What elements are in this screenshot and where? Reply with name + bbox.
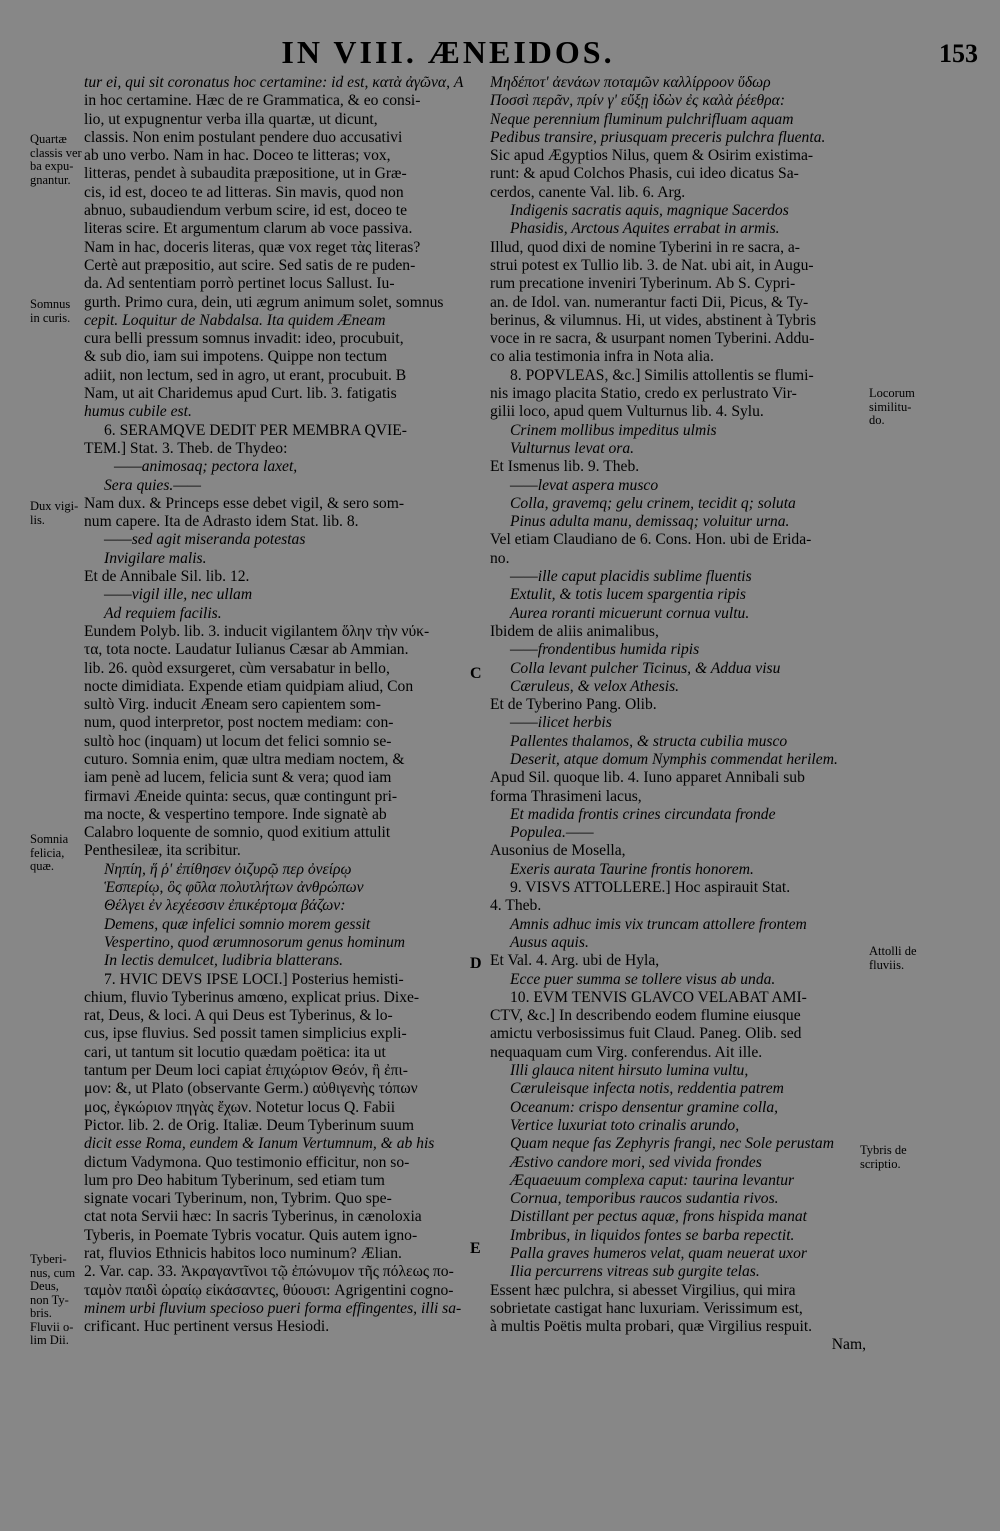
text-line: nis imago placita Statio, credo ex perlustrato Vir-: [490, 385, 797, 403]
margin-note-line: lis.: [30, 512, 45, 527]
margin-note-line: Somnus: [30, 297, 71, 311]
text-line: Phasidis, Arctous Aquites errabat in armis.: [510, 220, 780, 238]
left-text-column: [84, 74, 482, 1336]
text-line: dicit esse Roma, eundem & Ianum Vertumnum, & ab his: [84, 1135, 435, 1153]
text-line: Cæruleus, & velox Athesis.: [510, 677, 680, 695]
text-line: cepit. Loquitur de Nabdalsa. Ita quidem Æneam: [84, 311, 386, 329]
text-line: Indigenis sacratis aquis, magnique Sacerdos: [510, 202, 789, 220]
text-line: berinus, & vilumnus. Hi, ut vides, abstinent à Tybris: [490, 311, 817, 329]
text-line: Ποσσὶ περᾶν, πρίν γ' εὔξῃ ἰδὼν ἐς καλὰ ῥέεθρα:: [490, 92, 786, 110]
text-line: Illud, quod dixi de nomine Tyberini in re sacra, a-: [490, 238, 800, 256]
margin-note-line: felicia,: [30, 845, 65, 860]
text-line: 7. HVIC DEVS IPSE LOCI.] Posterius hemisti-: [104, 970, 404, 988]
text-line: crificant. Huc pertinent versus Hesiodi.: [84, 1318, 330, 1336]
text-line: Palla graves humeros velat, quam neuerat uxor: [510, 1245, 807, 1262]
text-line: forma Thrasimeni lacus,: [490, 787, 642, 805]
text-line: Θέλγει ἐν λεχέεσσιν ἐπικέρτομα βάζων:: [104, 897, 346, 915]
text-line: Quam neque fas Zephyris frangi, nec Sole perustam: [510, 1135, 834, 1153]
text-line: sultò hoc (inquam) ut locum det felici somnio se-: [84, 732, 392, 750]
text-line: Sera quies.——: [104, 476, 202, 494]
text-line: Exeris aurata Taurine frontis honorem.: [510, 860, 754, 878]
text-line: Pinus adulta manu, demissaq; voluitur urna.: [510, 513, 790, 531]
margin-note-line: Quartæ: [30, 132, 67, 146]
text-line: ma nocte, & vespertino tempore. Inde signatè ab: [84, 805, 387, 823]
text-line: 2. Var. cap. 33. Ἀκραγαντῖνοι τῷ ἐπώνυμον τῆς πόλεως πο-: [84, 1263, 454, 1281]
text-line: τα, tota nocte. Laudatur Iulianus Cæsar ab Ammian.: [84, 641, 409, 659]
text-line: Calabro loquente de somnio, quod exitium attulit: [84, 824, 391, 842]
text-line: CTV, &c.] In describendo eodem flumine eiusque: [490, 1007, 801, 1025]
page-header: [0, 30, 1000, 74]
text-line: Colla, gravemq; gelu crinem, tecidit q; soluta: [510, 494, 796, 512]
text-line: TEM.] Stat. 3. Theb. de Thydeo:: [84, 439, 288, 457]
text-line: Extulit, & totis lucem spargentia ripis: [510, 586, 746, 604]
text-line: Amnis adhuc imis vix truncam attollere frontem: [510, 915, 807, 933]
text-line: Apud Sil. quoque lib. 4. Iuno apparet Annibali sub: [490, 769, 805, 787]
margin-note-line: lim Dii.: [30, 1333, 69, 1347]
margin-note-line: nus, cum: [30, 1265, 76, 1280]
text-line: Et de Tyberino Pang. Olib.: [490, 696, 657, 714]
text-line: Ilia percurrens vitreas sub gurgite telas.: [510, 1263, 760, 1281]
text-line: cuturo. Somnia enim, quæ ultra mediam noctem, &: [84, 750, 405, 768]
margin-note-line: fluviis.: [869, 957, 905, 972]
text-line: 10. EVM TENVIS GLAVCO VELABAT AMI-: [510, 988, 807, 1006]
text-line: Deserit, atque domum Nymphis commendat herilem.: [510, 750, 838, 768]
text-line: Æstivo candore mori, sed vivida frondes: [510, 1153, 762, 1171]
text-line: Essent hæc pulchra, si abesset Virgilius, qui mira: [490, 1281, 796, 1299]
margin-note-line: bris.: [30, 1306, 52, 1320]
section-letter: C: [470, 665, 482, 682]
text-line: Certè aut præpositio, aut scire. Sed satis de re puden-: [84, 256, 416, 274]
margin-note-line: classis ver: [30, 145, 82, 160]
text-line: ταμὸν παιδὶ ὡραίῳ εἰκάσαντες, θύουσι: Agrigentini cogno-: [84, 1281, 454, 1299]
margin-note-left: [30, 133, 82, 187]
text-line: Vespertino, quod ærumnosorum genus hominum: [104, 933, 406, 951]
margin-note-line: Deus,: [30, 1279, 59, 1293]
text-line: cura belli pressum somnus invadit: ideo, procubuit,: [84, 330, 404, 348]
text-line: num, quod interpretor, post noctem mediam: con-: [84, 714, 394, 732]
page-number: 153: [939, 39, 978, 68]
text-line: Nam in hac, doceris literas, quæ vox reget τὰς literas?: [84, 238, 421, 256]
text-line: Distillant per pectus aquæ, frons hispida manat: [510, 1208, 808, 1226]
text-line: classis. Non enim postulant pendere duo accusativi: [84, 128, 403, 146]
text-line: Tyberis, in Poemate Tybris vocatur. Quis autem igno-: [84, 1226, 418, 1244]
text-line: cus, ipse fluvius. Sed possit tamen simplicius expli-: [84, 1025, 407, 1043]
text-line: gilii loco, apud quem Vulturnus lib. 4. Sylu.: [490, 403, 764, 421]
text-line: Imbribus, in liquidos fontes se barba repectit.: [510, 1226, 795, 1244]
margin-note-line: in curis.: [30, 310, 71, 325]
text-line: abnuo, subaudiendum verbum scire, id est, doceo te: [84, 202, 408, 220]
text-line: In lectis demulcet, ludibria blatterans.: [104, 952, 344, 970]
text-line: sultò Virg. inducit Æneam sero capientem som-: [84, 696, 381, 714]
text-line: no.: [490, 549, 510, 567]
text-line: litteras, pendet à subaudita præpositione, ut in Græ-: [84, 165, 407, 183]
text-line: 4. Theb.: [490, 897, 542, 915]
text-line: literas scire. Et argumentum clarum ab voce passiva.: [84, 220, 413, 238]
margin-note-line: gnantur.: [30, 172, 71, 187]
text-line: amictu verbosissimus fuit Claud. Paneg. Olib. sed: [490, 1025, 802, 1043]
text-line: Νηπίη, ἥ ῥ' ἐπίθησεν ὀιζυρῷ περ ὀνείρῳ: [104, 860, 352, 878]
text-line: cari, ut tantum sit locutio quædam poëtica: ita ut: [84, 1043, 386, 1061]
margin-note-right: [869, 387, 915, 428]
text-line: μος, ἐγκώριον πηγὰς ἔχων. Notetur locus Q. Fabii: [84, 1098, 396, 1116]
text-line: Ad requiem facilis.: [104, 604, 222, 622]
text-line: Eundem Polyb. lib. 3. inducit vigilantem ὅλην τὴν νύκ-: [84, 622, 430, 640]
right-text-column: [490, 74, 866, 1355]
text-line: Illi glauca nitent hirsuto lumina vultu,: [510, 1062, 749, 1080]
text-line: strui potest ex Tullio lib. 3. de Nat. ubi ait, in Augu-: [490, 256, 814, 274]
text-line: μον: &, ut Plato (observante Germ.) αὐθιγενὴς τόπων: [84, 1080, 418, 1098]
margin-note-line: ba expu-: [30, 159, 74, 173]
text-line: iam penè ad lucem, felicia sunt & vera; quod iam: [84, 769, 392, 787]
text-line: Æquaeuum complexa caput: taurina levantur: [510, 1171, 795, 1189]
text-line: Invigilare malis.: [104, 549, 207, 567]
text-line: chium, fluvio Tyberinus amœno, explicat prius. Dixe-: [84, 988, 420, 1006]
text-line: Pictor. lib. 2. de Orig. Italiæ. Deum Tyberinum suum: [84, 1116, 414, 1134]
section-letter: E: [470, 1240, 481, 1257]
text-line: sobrietate castigat hanc luxuriam. Verissimum est,: [490, 1299, 803, 1317]
text-line: Cornua, temporibus raucos sudantia rivos.: [510, 1190, 779, 1208]
margin-note-line: scriptio.: [860, 1156, 901, 1171]
text-line: 6. SERAMQVE DEDIT PER MEMBRA QVIE-: [104, 421, 407, 439]
text-line: Penthesileæ, ita scribitur.: [84, 842, 241, 860]
text-line: voce in re sacra, & usurpant nomen Tyberini. Addu-: [490, 330, 815, 348]
text-line: minem urbi fluvium specioso pueri forma effingentes, illi sa-: [84, 1299, 462, 1317]
margin-note-line: Locorum: [869, 386, 915, 400]
text-line: rum precatione inveniri Tyberinum. Ab S. Cypri-: [490, 275, 796, 293]
text-line: humus cubile est.: [84, 403, 192, 421]
text-line: Oceanum: crispo densentur gramine colla,: [510, 1098, 779, 1116]
text-line: lio, ut expugnentur verba illa quartæ, ut dicunt,: [84, 110, 378, 128]
text-line: & sub dio, iam sui impotens. Quippe non tectum: [84, 348, 388, 366]
text-line: cerdos, canente Val. lib. 6. Arg.: [490, 183, 686, 201]
margin-note-line: Somnia: [30, 832, 69, 846]
text-line: Et Val. 4. Arg. ubi de Hyla,: [490, 952, 660, 970]
text-line: Nam, ut ait Charidemus apud Curt. lib. 3. fatigatis: [84, 385, 397, 403]
text-line: Ἑσπερίῳ, ὃς φῦλα πολυτλήτων ἀνθρώπων: [104, 879, 364, 897]
text-line: Ausonius de Mosella,: [490, 842, 626, 860]
text-line: da. Ad sententiam porrò pertinet locus Sallust. Iu-: [84, 275, 395, 293]
section-letter: D: [470, 955, 482, 972]
margin-note-left: [30, 298, 70, 325]
text-line: tur ei, qui sit coronatus hoc certamine: id est, κατὰ ἀγῶνα, A: [84, 74, 464, 91]
text-line: Nam dux. & Princeps esse debet vigil, & sero som-: [84, 494, 405, 512]
text-line: an. de Idol. van. numerantur facti Dii, Picus, & Ty-: [490, 293, 809, 311]
text-line: num capere. Ita de Adrasto idem Stat. lib. 8.: [84, 513, 359, 531]
text-line: in hoc certamine. Hæc de re Grammatica, & eo consi-: [84, 92, 421, 110]
text-line: 8. POPVLEAS, &c.] Similis attollentis se flumi-: [510, 366, 814, 384]
text-line: nocte dimidiata. Expende etiam quidpiam aliud, Con: [84, 677, 414, 695]
text-line: tantum per Deum loci capiat ἐπιχώριον Θεόν, ἢ ἐπι-: [84, 1062, 408, 1080]
text-line: Ibidem de aliis animalibus,: [490, 622, 659, 640]
text-line: Et Ismenus lib. 9. Theb.: [490, 458, 640, 476]
text-line: gurth. Primo cura, dein, uti ægrum animum solet, somnus: [84, 293, 444, 311]
text-line: dictum Vadymona. Quo testimonio efficitur, non so-: [84, 1153, 410, 1171]
text-line: Vulturnus levat ora.: [510, 439, 635, 457]
text-line: cis, id est, doceo te ad litteras. Sin mavis, quod non: [84, 183, 404, 201]
running-title: IN VIII. ÆNEIDOS.: [281, 34, 615, 70]
text-line: ——animosaq; pectora laxet,: [114, 458, 298, 476]
text-line: Sic apud Ægyptios Nilus, quem & Osirim existima-: [490, 147, 814, 165]
text-line: firmavi Æneide quinta: secus, quæ contingunt pri-: [84, 787, 398, 805]
text-line: ——frondentibus humida ripis: [510, 641, 700, 659]
text-line: rat, Deus, & loci. A qui Deus est Tyberinus, & lo-: [84, 1007, 393, 1025]
margin-note-line: quæ.: [30, 859, 54, 873]
text-line: adiit, non lectum, sed in agro, ut erant, procubuit. B: [84, 366, 407, 384]
margin-note-line: Fluvii o-: [30, 1319, 74, 1334]
text-line: Μηδέποτ' ἀενάων ποταμῶν καλλίρροον ὕδωρ: [490, 74, 771, 91]
text-line: Et madida frontis crines circundata fronde: [510, 805, 776, 823]
margin-note-line: do.: [869, 413, 885, 427]
text-line: Cæruleisque infecta notis, reddentia patrem: [510, 1080, 784, 1098]
text-line: 9. VISVS ATTOLLERE.] Hoc aspirauit Stat.: [510, 879, 791, 897]
margin-note-line: Tybris de: [860, 1143, 907, 1157]
text-line: à multis Poëtis multa probari, quæ Virgilius respuit.: [490, 1318, 813, 1336]
text-line: Demens, quæ infelici somnio morem gessit: [104, 915, 371, 933]
text-line: Colla levant pulcher Ticinus, & Addua visu: [510, 659, 781, 677]
text-line: signate vocari Tyberinum, non, Tybrim. Quo spe-: [84, 1190, 392, 1208]
text-line: ab uno verbo. Nam in hac. Doceo te litteras; vox,: [84, 147, 391, 165]
text-line: runt: & apud Colchos Phasis, cui ideo dicatus Sa-: [490, 165, 799, 183]
text-line: lum pro Deo habitum Tyberinum, sed etiam tum: [84, 1171, 385, 1189]
text-line: ——ille caput placidis sublime fluentis: [510, 568, 752, 586]
margin-note-right: [860, 1144, 907, 1171]
text-line: Pedibus transire, priusquam preceris pulchra fluenta.: [490, 128, 826, 146]
text-line: ctat nota Servii hæc: In sacris Tyberinus, in cænoloxia: [84, 1208, 422, 1226]
text-line: rat, fluvios Ethnicis habitos loco numinum? Ælian.: [84, 1245, 402, 1262]
text-line: Et de Annibale Sil. lib. 12.: [84, 568, 250, 586]
text-line: Vertice luxuriat toto crinalis arundo,: [510, 1116, 740, 1134]
text-line: ——vigil ille, nec ullam: [104, 586, 253, 604]
text-line: ——levat aspera musco: [510, 476, 659, 494]
text-line: Vel etiam Claudiano de 6. Cons. Hon. ubi de Erida-: [490, 531, 812, 549]
text-line: Ecce puer summa se tollere visus ab unda.: [510, 970, 776, 988]
text-line: Ausus aquis.: [510, 933, 589, 951]
margin-note-line: Attolli de: [869, 944, 917, 958]
text-line: Neque perennium fluminum pulchrifluam aquam: [490, 110, 794, 128]
text-line: Pallentes thalamos, & structa cubilia musco: [510, 732, 788, 750]
text-line: Aurea roranti micuerunt cornua vultu.: [510, 604, 750, 622]
text-line: ——sed agit miseranda potestas: [104, 531, 306, 549]
margin-note-line: non Ty-: [30, 1292, 69, 1307]
margin-note-right: [869, 945, 917, 972]
margin-note-line: similitu-: [869, 399, 912, 414]
text-line: Populea.——: [510, 824, 594, 842]
text-line: Crinem mollibus impeditus ulmis: [510, 421, 717, 439]
margin-note-line: Tyberi-: [30, 1252, 67, 1266]
text-line: nequaquam cum Virg. conferendus. Ait ille.: [490, 1043, 763, 1061]
margin-note-left: [30, 833, 68, 874]
margin-note-left: [30, 500, 78, 527]
text-line: ——ilicet herbis: [510, 714, 612, 732]
margin-note-line: Dux vigi-: [30, 499, 79, 513]
text-line: Nam,: [831, 1336, 866, 1354]
text-line: lib. 26. quòd exsurgeret, cùm versabatur in bello,: [84, 659, 390, 677]
text-line: co alia testimonia infra in Nota alia.: [490, 348, 714, 366]
margin-note-left: [30, 1253, 75, 1348]
